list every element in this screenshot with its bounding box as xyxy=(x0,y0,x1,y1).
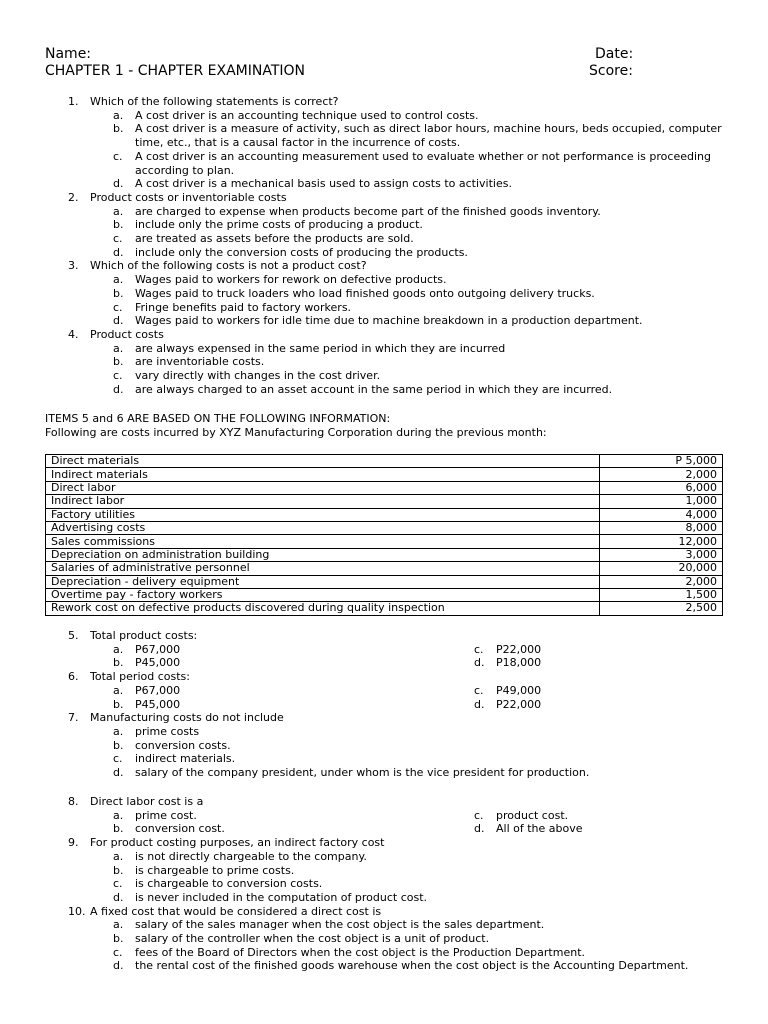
option xyxy=(68,369,728,383)
cost-amount: 8,000 xyxy=(600,521,723,534)
cost-item: Factory utilities xyxy=(46,508,600,521)
option-text: Wages paid to truck loaders who load finished goods onto outgoing delivery trucks. xyxy=(135,286,595,300)
option-text: prime cost. xyxy=(135,808,197,822)
question-text: Which of the following costs is not a product cost? xyxy=(90,259,367,273)
table-row xyxy=(46,548,723,561)
question-7 xyxy=(68,711,728,780)
option-row xyxy=(68,656,728,670)
option-letter: a. xyxy=(113,204,124,218)
cost-amount: 1,000 xyxy=(600,495,723,508)
option-letter: c. xyxy=(474,683,484,697)
question-5 xyxy=(68,629,728,670)
option-letter: d. xyxy=(113,177,124,191)
table-row xyxy=(46,455,723,468)
question-number: 6. xyxy=(68,670,79,684)
cost-amount: 3,000 xyxy=(600,548,723,561)
option-text: salary of the controller when the cost object is a unit of product. xyxy=(135,932,490,946)
question-number: 5. xyxy=(68,629,79,642)
question-text: Manufacturing costs do not include xyxy=(90,711,284,725)
score-label: Score: xyxy=(589,63,633,79)
option xyxy=(68,752,728,766)
option-letter: b. xyxy=(113,738,124,752)
option xyxy=(68,109,728,123)
question-number: 2. xyxy=(68,190,79,204)
option-text: Fringe benefits paid to factory workers. xyxy=(135,300,352,314)
cost-amount: 20,000 xyxy=(600,562,723,575)
option-letter: a. xyxy=(113,683,124,697)
option-text: salary of the sales manager when the cost object is the sales department. xyxy=(135,918,545,932)
question-text: Which of the following statements is correct? xyxy=(90,95,339,108)
cost-item: Sales commissions xyxy=(46,535,600,548)
option-text: P67,000 xyxy=(135,642,181,656)
option-letter: c. xyxy=(113,752,123,766)
option-text: A cost driver is an accounting technique used to control costs. xyxy=(135,108,479,122)
option-text: P45,000 xyxy=(135,697,181,711)
question-1 xyxy=(68,95,728,191)
option-letter: b. xyxy=(113,863,124,877)
question-9 xyxy=(68,836,728,905)
table-row xyxy=(46,495,723,508)
question-number: 8. xyxy=(68,795,79,808)
table-row xyxy=(46,602,723,615)
option xyxy=(68,946,728,960)
cost-item: Indirect labor xyxy=(46,495,600,508)
option xyxy=(68,959,728,973)
option-text: A cost driver is a mechanical basis used to assign costs to activities. xyxy=(135,177,512,191)
option-letter: a. xyxy=(113,808,124,822)
option-letter: b. xyxy=(113,656,124,670)
table-row xyxy=(46,588,723,601)
question-text: For product costing purposes, an indirect factory cost xyxy=(90,836,385,850)
option-text: P22,000 xyxy=(496,697,542,711)
option-text: P18,000 xyxy=(496,656,542,670)
option-text: the rental cost of the finished goods warehouse when the cost object is the Accounting Department. xyxy=(135,959,689,973)
option-row xyxy=(68,684,728,698)
option-text: is chargeable to prime costs. xyxy=(135,863,295,877)
cost-table xyxy=(45,454,723,616)
option xyxy=(68,383,728,397)
cost-item: Direct labor xyxy=(46,481,600,494)
cost-item: Overtime pay - factory workers xyxy=(46,588,600,601)
option-text: is not directly chargeable to the company. xyxy=(135,849,367,863)
option-text: salary of the company president, under whom is the vice president for production. xyxy=(135,766,590,780)
cost-item: Depreciation - delivery equipment xyxy=(46,575,600,588)
table-row xyxy=(46,508,723,521)
questions-8-to-10 xyxy=(68,795,728,973)
option-letter: d. xyxy=(113,314,124,328)
option-text: are inventoriable costs. xyxy=(135,355,265,369)
option-letter: a. xyxy=(113,341,124,355)
option xyxy=(68,864,728,878)
option-row xyxy=(68,822,728,836)
cost-amount: 6,000 xyxy=(600,481,723,494)
option-letter: c. xyxy=(113,877,123,891)
cost-amount: 2,000 xyxy=(600,575,723,588)
cost-item: Direct materials xyxy=(46,455,600,468)
option-text: are always expensed in the same period in which they are incurred xyxy=(135,341,506,355)
option-letter: d. xyxy=(113,890,124,904)
exam-title: CHAPTER 1 - CHAPTER EXAMINATION xyxy=(45,63,306,79)
option-text: are always charged to an asset account in the same period in which they are incurred. xyxy=(135,382,613,396)
option-letter: b. xyxy=(113,218,124,232)
option xyxy=(68,891,728,905)
option-letter: d. xyxy=(113,959,124,973)
table-row xyxy=(46,468,723,481)
option xyxy=(68,314,728,328)
date-label: Date: xyxy=(595,46,634,62)
table-row xyxy=(46,481,723,494)
option-letter: d. xyxy=(474,697,485,711)
option xyxy=(68,918,728,932)
option-letter: c. xyxy=(113,369,123,383)
cost-amount: P 5,000 xyxy=(600,455,723,468)
option-row xyxy=(68,809,728,823)
option-text: Wages paid to workers for rework on defective products. xyxy=(135,273,447,287)
option-text: conversion cost. xyxy=(135,822,225,836)
cost-amount: 2,500 xyxy=(600,602,723,615)
option-text: P45,000 xyxy=(135,656,181,670)
option-text: indirect materials. xyxy=(135,752,236,766)
question-number: 10. xyxy=(68,904,86,918)
option xyxy=(68,273,728,287)
option-letter: b. xyxy=(113,822,124,836)
question-8 xyxy=(68,795,728,836)
option-letter: d. xyxy=(474,822,485,836)
option xyxy=(68,739,728,753)
option xyxy=(68,766,728,780)
cost-item: Depreciation on administration building xyxy=(46,548,600,561)
option xyxy=(68,342,728,356)
option-text: prime costs xyxy=(135,724,200,738)
option-text: include only the conversion costs of producing the products. xyxy=(135,245,468,259)
option-letter: b. xyxy=(113,697,124,711)
option-letter: c. xyxy=(474,808,484,822)
table-row xyxy=(46,521,723,534)
question-number: 9. xyxy=(68,836,79,850)
option xyxy=(68,246,728,260)
option-letter: b. xyxy=(113,286,124,300)
option xyxy=(68,850,728,864)
option-letter: c. xyxy=(113,945,123,959)
question-text: Product costs or inventoriable costs xyxy=(90,190,287,204)
option-text: P22,000 xyxy=(496,642,542,656)
question-text: Direct labor cost is a xyxy=(90,795,204,808)
option xyxy=(68,301,728,315)
table-row xyxy=(46,562,723,575)
option xyxy=(68,177,728,191)
option xyxy=(68,725,728,739)
option-letter: a. xyxy=(113,724,124,738)
option xyxy=(68,877,728,891)
items-info-description: Following are costs incurred by XYZ Manufacturing Corporation during the previous month: xyxy=(45,426,547,439)
question-10 xyxy=(68,905,728,974)
question-number: 7. xyxy=(68,711,79,725)
cost-item: Indirect materials xyxy=(46,468,600,481)
question-number: 4. xyxy=(68,327,79,341)
option-text: include only the prime costs of producing a product. xyxy=(135,218,423,232)
question-2 xyxy=(68,191,728,260)
question-text: A fixed cost that would be considered a direct cost is xyxy=(90,904,382,918)
cost-item: Salaries of administrative personnel xyxy=(46,562,600,575)
option xyxy=(68,287,728,301)
option xyxy=(68,205,728,219)
option xyxy=(68,932,728,946)
option-text: conversion costs. xyxy=(135,738,231,752)
questions-5-to-7 xyxy=(68,629,728,780)
option-letter: b. xyxy=(113,932,124,946)
option-letter: a. xyxy=(113,273,124,287)
option-text: All of the above xyxy=(496,822,583,836)
cost-item: Rework cost on defective products discovered during quality inspection xyxy=(46,602,600,615)
question-number: 1. xyxy=(68,95,79,108)
option-text: Wages paid to workers for idle time due to machine breakdown in a production department. xyxy=(135,314,643,328)
table-row xyxy=(46,535,723,548)
option-text: A cost driver is a measure of activity, such as direct labor hours, machine hours, beds occupied, computer time, etc., that is a causal factor in the incurrence of costs. xyxy=(135,122,722,150)
option-text: is never included in the computation of product cost. xyxy=(135,890,428,904)
cost-amount: 2,000 xyxy=(600,468,723,481)
option-letter: d. xyxy=(113,766,124,780)
cost-amount: 12,000 xyxy=(600,535,723,548)
option-row xyxy=(68,698,728,712)
option xyxy=(68,218,728,232)
option-letter: a. xyxy=(113,918,124,932)
option-text: P49,000 xyxy=(496,683,542,697)
option-text: fees of the Board of Directors when the cost object is the Production Department. xyxy=(135,945,586,959)
option xyxy=(68,122,728,149)
option-letter: b. xyxy=(113,122,124,136)
question-6 xyxy=(68,670,728,711)
option-letter: b. xyxy=(113,355,124,369)
option-text: is chargeable to conversion costs. xyxy=(135,877,323,891)
cost-amount: 4,000 xyxy=(600,508,723,521)
option xyxy=(68,150,728,177)
option xyxy=(68,355,728,369)
option-letter: c. xyxy=(113,149,123,163)
name-label: Name: xyxy=(45,46,92,62)
option-text: A cost driver is an accounting measurement used to evaluate whether or not performance is proceeding according to plan. xyxy=(135,149,711,177)
question-text: Total period costs: xyxy=(90,670,190,684)
question-4 xyxy=(68,328,728,397)
option-text: P67,000 xyxy=(135,683,181,697)
questions-1-to-4 xyxy=(68,95,728,396)
question-number: 3. xyxy=(68,259,79,273)
option-letter: a. xyxy=(113,849,124,863)
items-info-heading: ITEMS 5 and 6 ARE BASED ON THE FOLLOWING INFORMATION: xyxy=(45,412,391,425)
option-letter: c. xyxy=(113,232,123,246)
option-text: are charged to expense when products become part of the finished goods inventory. xyxy=(135,204,601,218)
option-letter: d. xyxy=(474,656,485,670)
question-text: Product costs xyxy=(90,327,164,341)
option-letter: d. xyxy=(113,245,124,259)
option-letter: d. xyxy=(113,382,124,396)
option-letter: a. xyxy=(113,108,124,122)
option-letter: c. xyxy=(113,300,123,314)
option-letter: a. xyxy=(113,642,124,656)
option-text: product cost. xyxy=(496,808,569,822)
option-text: are treated as assets before the products are sold. xyxy=(135,232,414,246)
table-row xyxy=(46,575,723,588)
cost-amount: 1,500 xyxy=(600,588,723,601)
question-3 xyxy=(68,259,728,328)
cost-item: Advertising costs xyxy=(46,521,600,534)
option-letter: c. xyxy=(474,642,484,656)
question-text: Total product costs: xyxy=(90,629,198,642)
option-row xyxy=(68,643,728,657)
option xyxy=(68,232,728,246)
option-text: vary directly with changes in the cost driver. xyxy=(135,369,381,383)
